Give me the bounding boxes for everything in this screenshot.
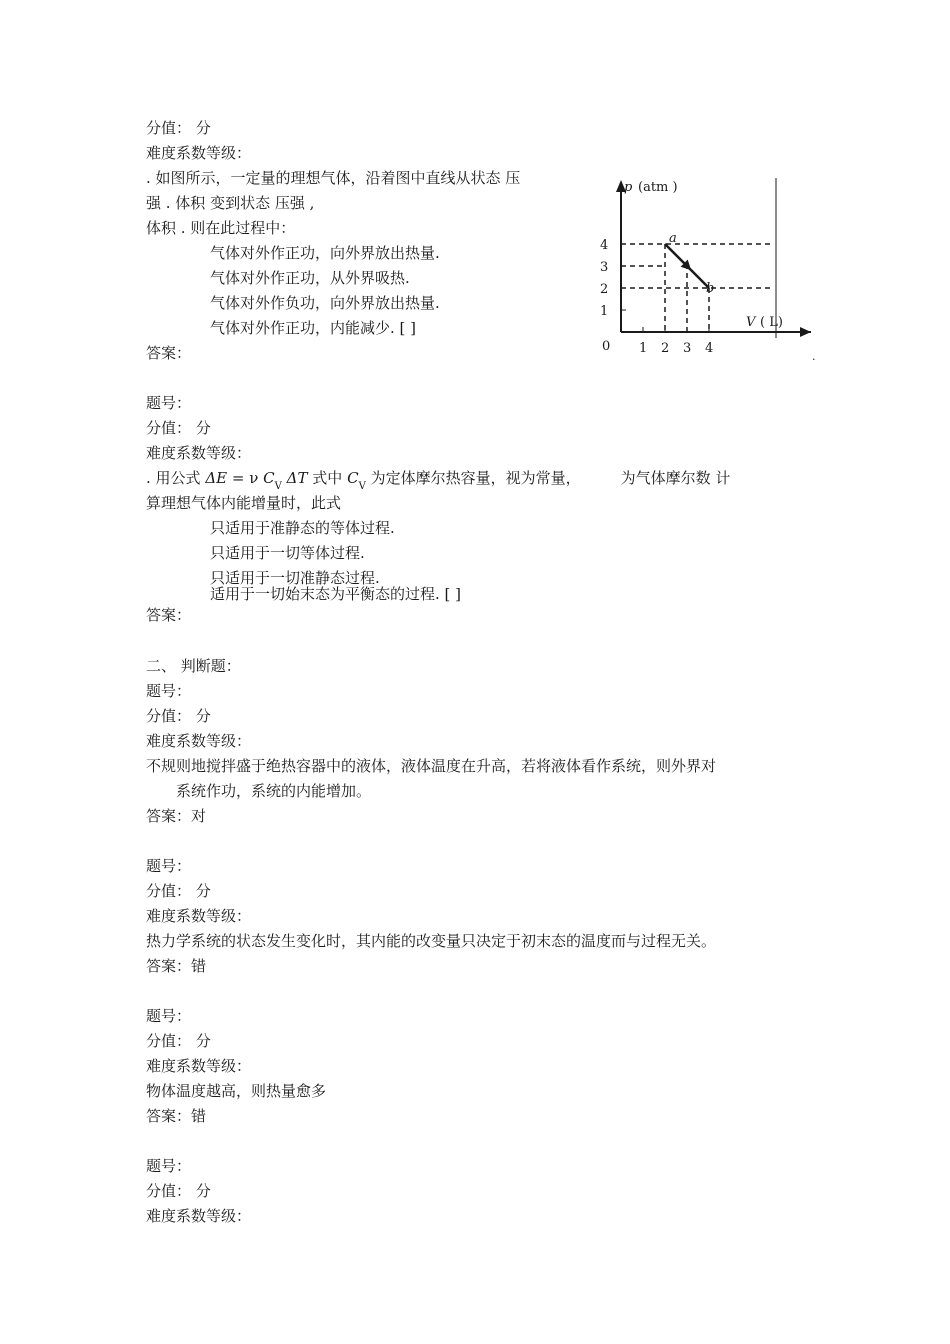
text-line: 气体对外作负功，向外界放出热量. — [210, 294, 440, 312]
point-a-label: a — [669, 231, 677, 246]
x-tick-label: 3 — [683, 341, 692, 356]
cv-subscript: V — [274, 481, 282, 492]
text-line: 只适用于准静态的等体过程. — [210, 519, 395, 537]
x-tick-label: 1 — [639, 341, 648, 356]
text-line: 答案： — [146, 344, 192, 362]
formula — [205, 469, 312, 492]
formula-mid: 式中 — [312, 469, 343, 487]
formula-prefix: . 用公式 — [146, 469, 201, 487]
text-line: 分值： 分 — [146, 1032, 211, 1050]
text-line: 热力学系统的状态发生变化时，其内能的改变量只决定于初末态的温度而与过程无关。 — [146, 932, 717, 950]
text-line: 不规则地搅拌盛于绝热容器中的液体，液体温度在升高，若将液体看作系统，则外界对 — [146, 757, 717, 775]
margin-mark: · — [812, 353, 816, 366]
text-line: 分值： 分 — [146, 119, 211, 137]
text-line: 体积 . 则在此过程中： — [146, 219, 296, 237]
text-line: . 如图所示，一定量的理想气体，沿着图中直线从状态 压 — [146, 169, 521, 187]
text-line: 气体对外作正功，从外界吸热. — [210, 269, 410, 287]
text-line: 难度系数等级： — [146, 1207, 252, 1225]
y-tick-label: 2 — [600, 282, 609, 297]
y-tick-label: 3 — [600, 260, 609, 275]
delta-e: ΔE — [205, 469, 228, 487]
text-line: 难度系数等级： — [146, 144, 252, 162]
text-line: 题号： — [146, 394, 192, 412]
formula-suffix: 为定体摩尔热容量，视为常量， — [370, 469, 581, 487]
text-line: 适用于一切始末态为平衡态的过程. [ ] — [210, 585, 462, 603]
delta-t: ΔT — [286, 469, 308, 487]
formula-line — [146, 468, 730, 491]
text-line: 题号： — [146, 682, 192, 700]
text-line: 二、 判断题： — [146, 657, 241, 675]
formula-suffix-2: 为气体摩尔数 计 — [620, 469, 731, 487]
y-tick-label: 1 — [600, 304, 609, 319]
text-line: 只适用于一切准静态过程. — [210, 569, 380, 587]
text-line: 难度系数等级： — [146, 907, 252, 925]
text-line: 分值： 分 — [146, 707, 211, 725]
cv-subscript-2: V — [358, 481, 366, 492]
text-line: 答案： — [146, 606, 192, 624]
axis-ticks — [600, 238, 713, 356]
x-axis-label: V — [746, 315, 756, 330]
point-b-label: b — [706, 281, 715, 296]
text-line: 算理想气体内能增量时，此式 — [146, 494, 342, 512]
text-line: 气体对外作正功，内能减少. [ ] — [210, 319, 417, 337]
text-line: 强 . 体积 变到状态 压强 , — [146, 194, 315, 212]
text-line: 分值： 分 — [146, 1182, 211, 1200]
text-line: 系统作功，系统的内能增加。 — [176, 782, 372, 800]
equals-sign: = — [231, 469, 245, 487]
nu-symbol: ν — [249, 469, 259, 487]
x-tick-label: 2 — [661, 341, 670, 356]
origin-label: 0 — [602, 339, 611, 354]
text-line: 题号： — [146, 1157, 192, 1175]
text-line: 答案：错 — [146, 957, 207, 975]
cv-symbol: C — [263, 469, 275, 487]
x-arrow-icon — [800, 327, 811, 337]
text-line: 难度系数等级： — [146, 732, 252, 750]
y-axis-unit: (atm ) — [638, 180, 678, 195]
y-axis-label: p — [624, 180, 633, 195]
text-line: 难度系数等级： — [146, 444, 252, 462]
text-line: 分值： 分 — [146, 882, 211, 900]
text-line: 题号： — [146, 857, 192, 875]
y-tick-label: 4 — [600, 238, 609, 253]
text-line: 气体对外作正功，向外界放出热量. — [210, 244, 440, 262]
text-line: 难度系数等级： — [146, 1057, 252, 1075]
x-tick-label: 4 — [705, 341, 714, 356]
x-axis-unit: ( L) — [760, 315, 783, 330]
text-line: 答案：错 — [146, 1107, 207, 1125]
text-line: 答案：对 — [146, 807, 207, 825]
text-line: 题号： — [146, 1007, 192, 1025]
text-line: 分值： 分 — [146, 419, 211, 437]
cv-symbol-2: C — [347, 469, 359, 487]
text-line: 只适用于一切等体过程. — [210, 544, 365, 562]
pv-diagram — [596, 168, 826, 368]
text-line: 物体温度越高，则热量愈多 — [146, 1082, 327, 1100]
